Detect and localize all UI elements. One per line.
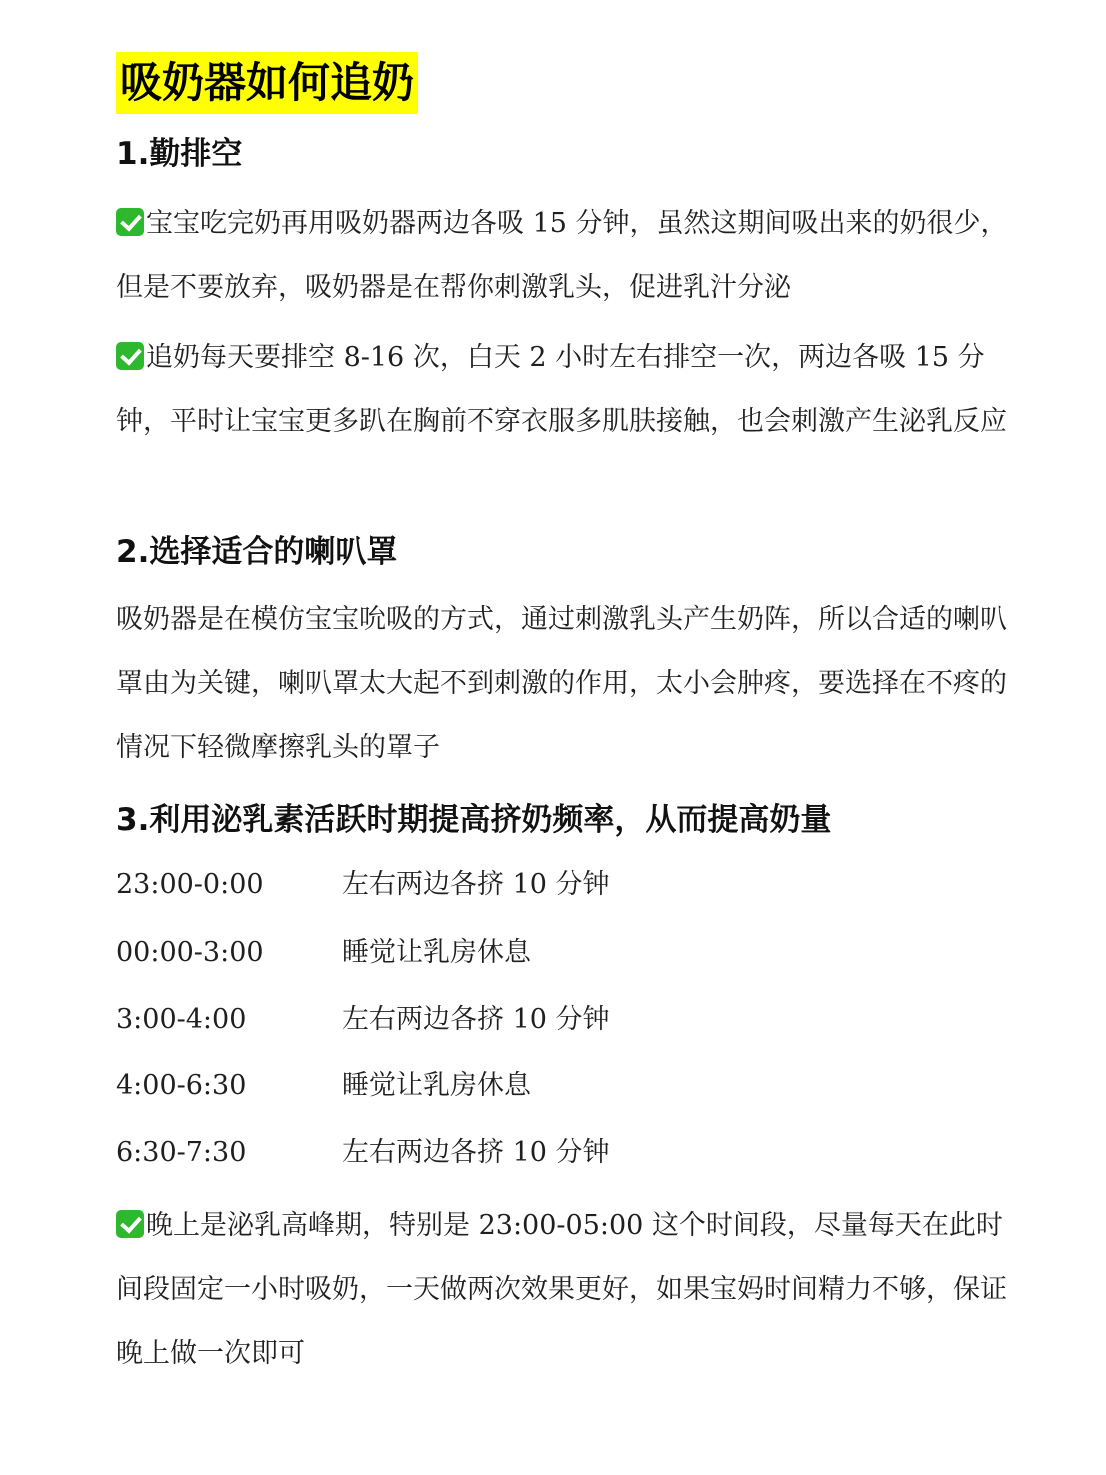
- check-mark-icon: [116, 1210, 144, 1238]
- section-2-heading: 2.选择适合的喇叭罩: [116, 534, 398, 570]
- schedule-activity: 左右两边各挤 10 分钟: [342, 869, 610, 900]
- section-1-paragraph-2: [116, 326, 1008, 454]
- section-1-heading: 1.勤排空: [116, 136, 243, 172]
- schedule-time: 3:00-4:00: [116, 1004, 247, 1035]
- check-mark-icon: [116, 208, 144, 236]
- section-2-paragraph-1: 吸奶器是在模仿宝宝吮吸的方式，通过刺激乳头产生奶阵，所以合适的喇叭罩由为关键，喇叭罩太大起不到刺激的作用，太小会肿疼，要选择在不疼的情况下轻微摩擦乳头的罩子: [116, 604, 1007, 763]
- check-mark-icon: [116, 342, 144, 370]
- schedule-time: 4:00-6:30: [116, 1070, 247, 1101]
- schedule-activity: 左右两边各挤 10 分钟: [342, 1004, 610, 1035]
- section-3-note-text: 晚上是泌乳高峰期，特别是 23:00-05:00 这个时间段，尽量每天在此时间段固定一小时吸奶，一天做两次效果更好，如果宝妈时间精力不够，保证晚上做一次即可: [116, 1210, 1007, 1369]
- section-1-paragraph-1: [116, 192, 1008, 320]
- page-title: 吸奶器如何追奶: [116, 52, 418, 114]
- schedule-activity: 睡觉让乳房休息: [342, 937, 531, 968]
- schedule-time: 6:30-7:30: [116, 1137, 247, 1168]
- section-3-note: [116, 1194, 1008, 1386]
- schedule-activity: 睡觉让乳房休息: [342, 1070, 531, 1101]
- section-1-paragraph-1-text: 宝宝吃完奶再用吸奶器两边各吸 15 分钟，虽然这期间吸出来的奶很少，但是不要放弃，吸奶器是在帮你刺激乳头，促进乳汁分泌: [116, 208, 1008, 303]
- section-3-heading: 3.利用泌乳素活跃时期提高挤奶频率，从而提高奶量: [116, 802, 832, 838]
- schedule-time: 23:00-0:00: [116, 869, 264, 900]
- schedule-time: 00:00-3:00: [116, 937, 264, 968]
- schedule-activity: 左右两边各挤 10 分钟: [342, 1137, 610, 1168]
- section-1-paragraph-2-text: 追奶每天要排空 8-16 次，白天 2 小时左右排空一次，两边各吸 15 分钟，平时让宝宝更多趴在胸前不穿衣服多肌肤接触，也会刺激产生泌乳反应: [116, 342, 1007, 437]
